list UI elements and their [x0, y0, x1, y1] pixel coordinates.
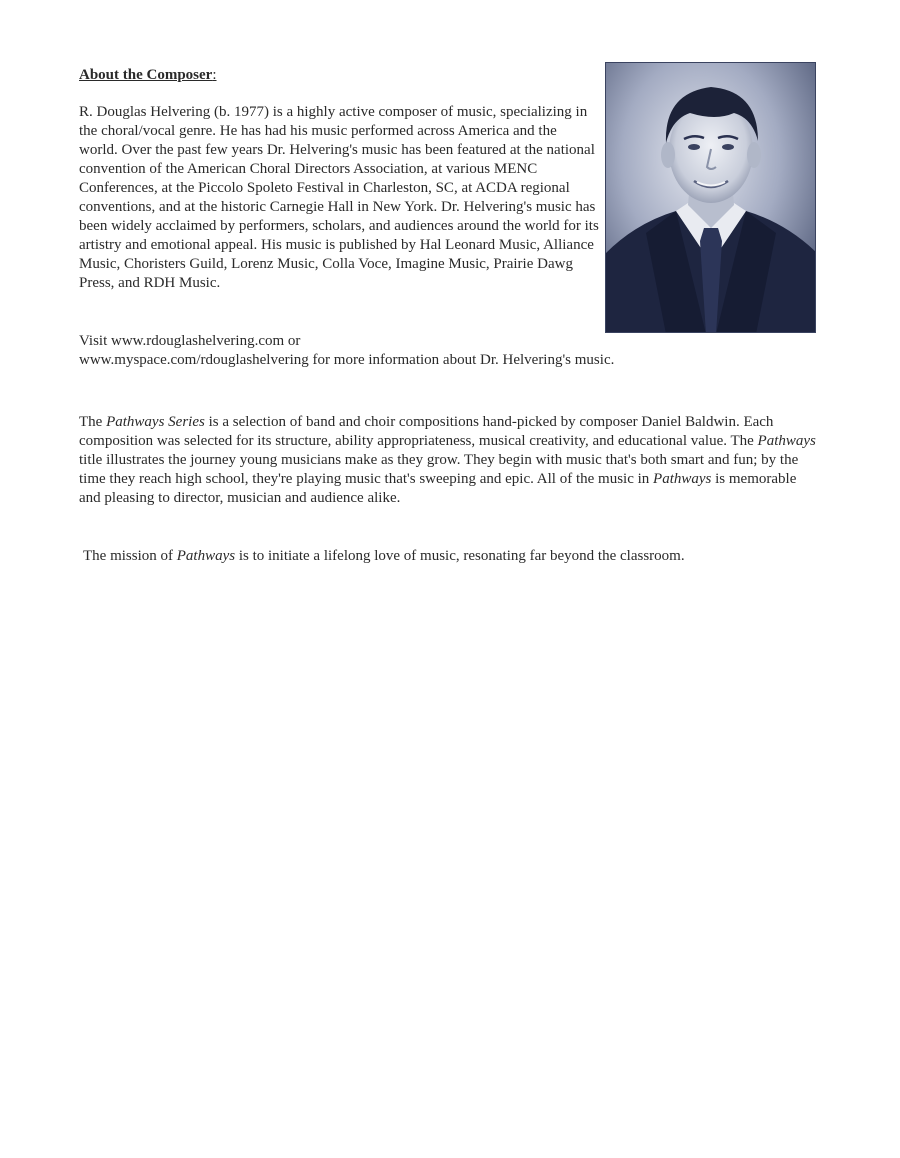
pathways-description: [79, 413, 819, 508]
text-run: is memorable and pleasing to director, musician and audience alike.: [79, 471, 797, 506]
series-title: Pathways: [757, 433, 816, 449]
series-title: Pathways: [176, 548, 236, 564]
text-run: is to initiate a lifelong love of music, resonating far beyond the classroom.: [235, 548, 685, 564]
heading-colon: :: [212, 67, 217, 83]
text-run: title illustrates the journey young musicians make as they grow. They begin with music that's both smart and fun; by the time they reach high school, they're playing music that's sweeping and epic. All of the music in: [79, 452, 799, 487]
visit-links: [79, 332, 799, 370]
text-run: The mission of: [83, 548, 177, 564]
series-title: Pathways: [653, 471, 712, 487]
visit-line-1: Visit www.rdouglashelvering.com or: [79, 333, 301, 349]
text-run: The: [79, 414, 107, 430]
series-name: Pathways Series: [106, 414, 205, 430]
heading-text: About the Composer: [79, 67, 213, 83]
composer-portrait: [605, 62, 816, 333]
visit-line-2: www.myspace.com/rdouglashelvering for more information about Dr. Helvering's music.: [79, 352, 615, 368]
portrait-illustration: [606, 63, 816, 333]
composer-bio: R. Douglas Helvering (b. 1977) is a highly active composer of music, specializing in the choral/vocal genre. He has had his music performed across America and the world. Over the past few years Dr. Helvering's music has been featured at the national convention of the American Choral Directors Association, at various MENC Conferences, at the Piccolo Spoleto Festival in Charleston, SC, at ACDA regional conventions, and at the historic Carnegie Hall in New York. Dr. Helvering's music has been widely acclaimed by performers, scholars, and audiences around the world for its artistry and emotional appeal. His music is published by Hal Leonard Music, Alliance Music, Choristers Guild, Lorenz Music, Colla Voce, Imagine Music, Prairie Dawg Press, and RDH Music.: [79, 104, 599, 291]
mission-statement: [83, 547, 823, 566]
text-run: is a selection of band and choir compositions hand-picked by composer Daniel Baldwin. Each composition was selected for its structure, ability appropriateness, musical creativity, and educational value. The: [79, 414, 774, 449]
section-heading: [79, 66, 217, 85]
